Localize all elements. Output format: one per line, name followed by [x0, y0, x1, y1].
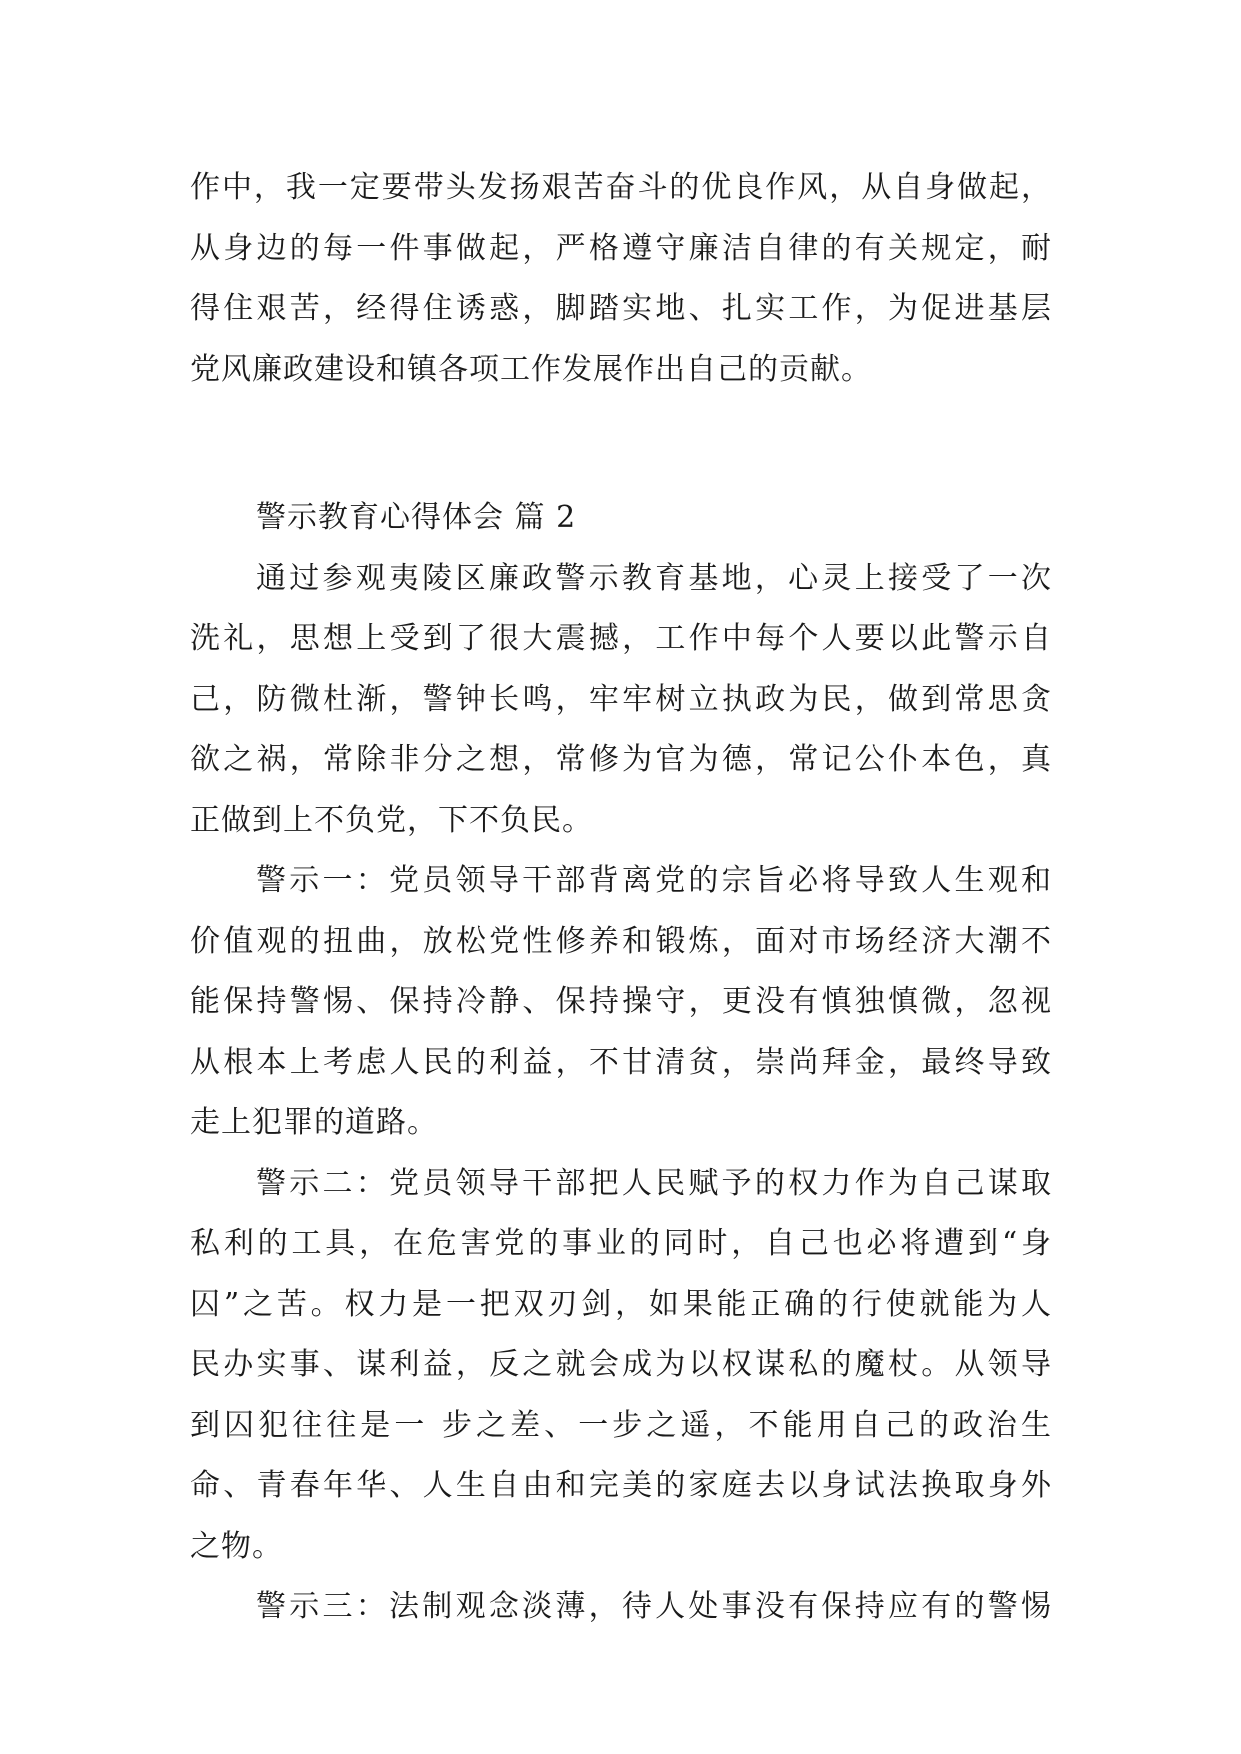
text-line: 正做到上不负党，下不负民。: [190, 802, 593, 838]
text-line: 到囚犯往往是一 步之差、一步之遥，不能用自己的政治生: [190, 1407, 1052, 1443]
paragraph-warning-3: [190, 1577, 1052, 1638]
text-line: 党风廉政建设和镇各项工作发展作出自己的贡献。: [190, 351, 872, 387]
text-line: 得住艰苦，经得住诱惑，脚踏实地、扎实工作，为促进基层: [190, 291, 1052, 326]
text-line: 警示二：党员领导干部把人民赋予的权力作为自己谋取: [256, 1165, 1052, 1201]
text-line: 作中，我一定要带头发扬艰苦奋斗的优良作风，从自身做起，: [190, 170, 1052, 205]
text-line: 之物。: [190, 1528, 283, 1564]
paragraph-warning-2: [190, 1154, 1052, 1578]
text-line: 价值观的扭曲，放松党性修养和锻炼，面对市场经济大潮不: [190, 923, 1052, 959]
document-page: [190, 158, 1052, 1638]
paragraph-continued: [190, 158, 1052, 400]
section-title: 警示教育心得体会 篇 2: [256, 500, 577, 535]
text-line: 走上犯罪的道路。: [190, 1105, 438, 1140]
text-line: 欲之祸，常除非分之想，常修为官为德，常记公仆本色，真: [190, 742, 1052, 777]
text-line: 洗礼，思想上受到了很大震撼，工作中每个人要以此警示自: [190, 621, 1052, 656]
text-line: 从身边的每一件事做起，严格遵守廉洁自律的有关规定，耐: [190, 230, 1052, 266]
text-line: 警示一：党员领导干部背离党的宗旨必将导致人生观和: [256, 863, 1052, 898]
paragraph-spacer: [190, 400, 1052, 488]
paragraph-warning-1: [190, 851, 1052, 1154]
text-line: 己，防微杜渐，警钟长鸣，牢牢树立执政为民，做到常思贪: [190, 681, 1052, 717]
text-line: 命、青春年华、人生自由和完美的家庭去以身试法换取身外: [190, 1468, 1052, 1503]
text-line: 民办实事、谋利益，反之就会成为以权谋私的魔杖。从领导: [190, 1347, 1052, 1382]
text-line: 囚”之苦。权力是一把双刃剑，如果能正确的行使就能为人: [190, 1286, 1052, 1322]
text-line: 从根本上考虑人民的利益，不甘清贫，崇尚拜金，最终导致: [190, 1044, 1052, 1080]
paragraph-intro: [190, 549, 1052, 852]
text-line: 私利的工具，在危害党的事业的同时，自己也必将遭到“身: [190, 1226, 1052, 1261]
text-line: 通过参观夷陵区廉政警示教育基地，心灵上接受了一次: [256, 560, 1052, 596]
section-heading: [190, 488, 1052, 549]
text-line: 能保持警惕、保持冷静、保持操守，更没有慎独慎微，忽视: [190, 984, 1052, 1019]
text-line: 警示三：法制观念淡薄，待人处事没有保持应有的警惕: [256, 1589, 1052, 1624]
